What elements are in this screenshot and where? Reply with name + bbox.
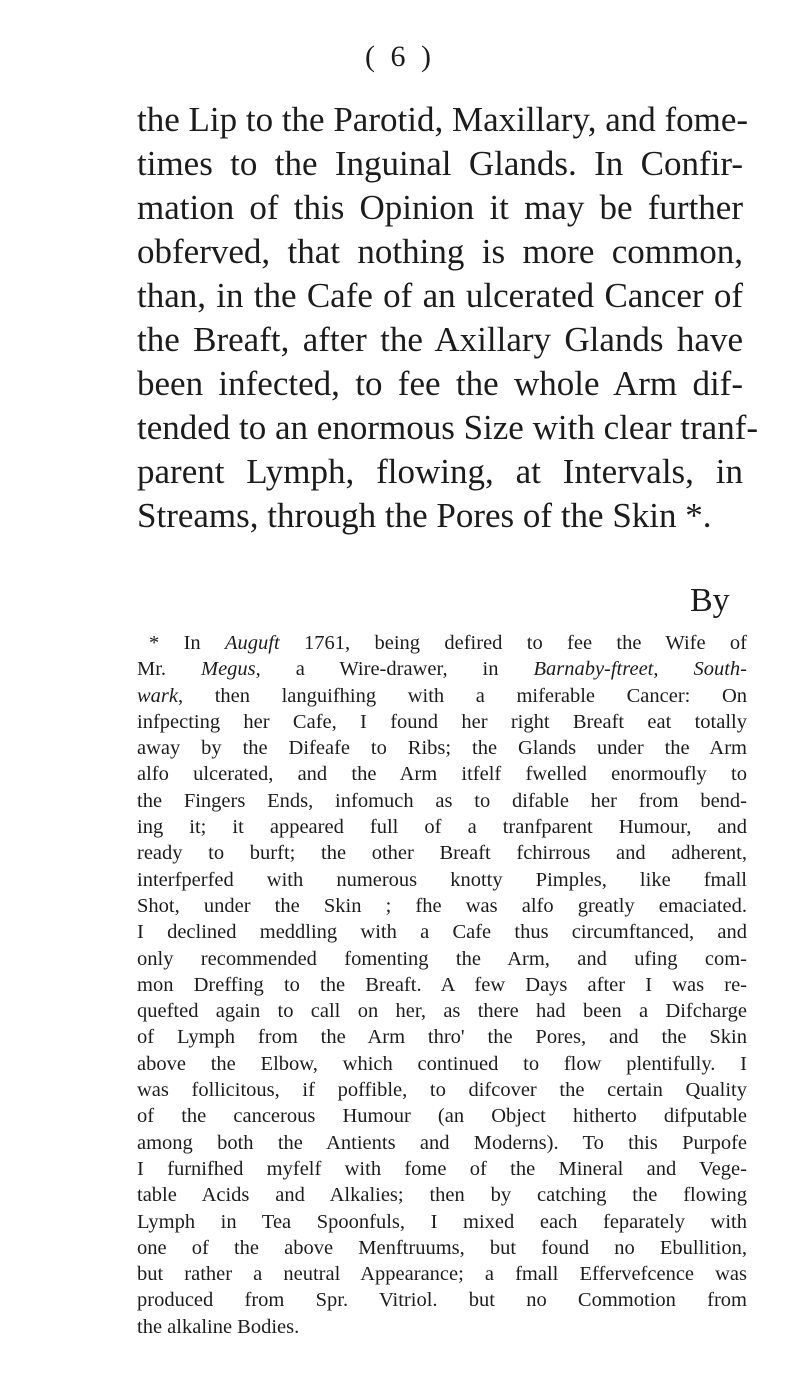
footnote-italic: wark [137, 684, 178, 707]
footnote [137, 630, 747, 1340]
footnote-line: was follicitous, if poffible, to difcover the certain Quality [137, 1079, 747, 1102]
footnote-line: but rather a neutral Appearance; a fmall Effervefcence was [137, 1263, 747, 1286]
footnote-line: I declined meddling with a Cafe thus circumftanced, and [137, 921, 747, 944]
catchword: By [690, 582, 730, 619]
footnote-text: , [653, 658, 694, 681]
footnote-line [137, 630, 747, 656]
footnote-text: , then languifhing with a miferable Cancer: On [178, 684, 747, 707]
footnote-text: * In [149, 632, 226, 654]
body-line: obferved, that nothing is more common, [137, 232, 743, 271]
footnote-line: above the Elbow, which continued to flow plentifully. I [137, 1052, 747, 1075]
footnote-line: Lymph in Tea Spoonfuls, I mixed each feparately with [137, 1210, 747, 1233]
body-line: parent Lymph, flowing, at Intervals, in [137, 452, 743, 491]
footnote-italic: South- [693, 658, 747, 681]
footnote-line [137, 683, 747, 709]
body-text [137, 98, 759, 538]
body-line: times to the Inguinal Glands. In Confir- [137, 144, 743, 183]
body-line: tended to an enormous Size with clear tranf- [137, 408, 759, 447]
footnote-line: one of the above Menftruums, but found no Ebullition, [137, 1236, 747, 1259]
footnote-line: of the cancerous Humour (an Object hitherto difputable [137, 1105, 747, 1128]
footnote-line [137, 656, 747, 682]
body-line: the Lip to the Parotid, Maxillary, and fome- [137, 100, 749, 139]
footnote-line: the Fingers Ends, infomuch as to difable her from bend- [137, 789, 747, 812]
body-line: been infected, to fee the whole Arm dif- [137, 364, 743, 403]
body-line: the Breaft, after the Axillary Glands have [137, 320, 743, 359]
footnote-line: ing it; it appeared full of a tranfparent Humour, and [137, 816, 747, 839]
body-line: than, in the Cafe of an ulcerated Cancer of [137, 276, 743, 315]
body-line: Streams, through the Pores of the Skin *. [137, 496, 712, 535]
footnote-line: of Lymph from the Arm thro' the Pores, and the Skin [137, 1026, 747, 1049]
page-number: ( 6 ) [365, 40, 435, 73]
footnote-line: ready to burft; the other Breaft fchirrous and adherent, [137, 842, 747, 865]
footnote-line: I furnifhed myfelf with fome of the Mineral and Vege- [137, 1157, 747, 1180]
footnote-line: quefted again to call on her, as there had been a Difcharge [137, 1000, 747, 1023]
footnote-italic: Auguft [225, 632, 280, 654]
footnote-line: Shot, under the Skin ; fhe was alfo greatly emaciated. [137, 894, 747, 917]
footnote-text: Mr. [137, 658, 201, 681]
footnote-line: among both the Antients and Moderns). To this Purpofe [137, 1131, 747, 1154]
footnote-line: only recommended fomenting the Arm, and ufing com- [137, 947, 747, 970]
footnote-italic: Megus [201, 658, 256, 681]
footnote-line: alfo ulcerated, and the Arm itfelf fwelled enormoufly to [137, 763, 747, 786]
body-line: mation of this Opinion it may be further [137, 188, 743, 227]
footnote-line: interfperfed with numerous knotty Pimples, like fmall [137, 868, 747, 891]
footnote-italic: Barnaby-ftreet [533, 658, 654, 681]
footnote-line: the alkaline Bodies. [137, 1315, 300, 1338]
footnote-line: away by the Difeafe to Ribs; the Glands under the Arm [137, 737, 747, 760]
footnote-line: table Acids and Alkalies; then by catching the flowing [137, 1184, 747, 1207]
footnote-line: produced from Spr. Vitriol. but no Commotion from [137, 1289, 747, 1312]
footnote-text: 1761, being defired to fee the Wife of [279, 632, 747, 654]
footnote-line: infpecting her Cafe, I found her right Breaft eat totally [137, 710, 747, 733]
footnote-line: mon Dreffing to the Breaft. A few Days after I was re- [137, 973, 747, 996]
footnote-text: , a Wire-drawer, in [255, 658, 534, 681]
